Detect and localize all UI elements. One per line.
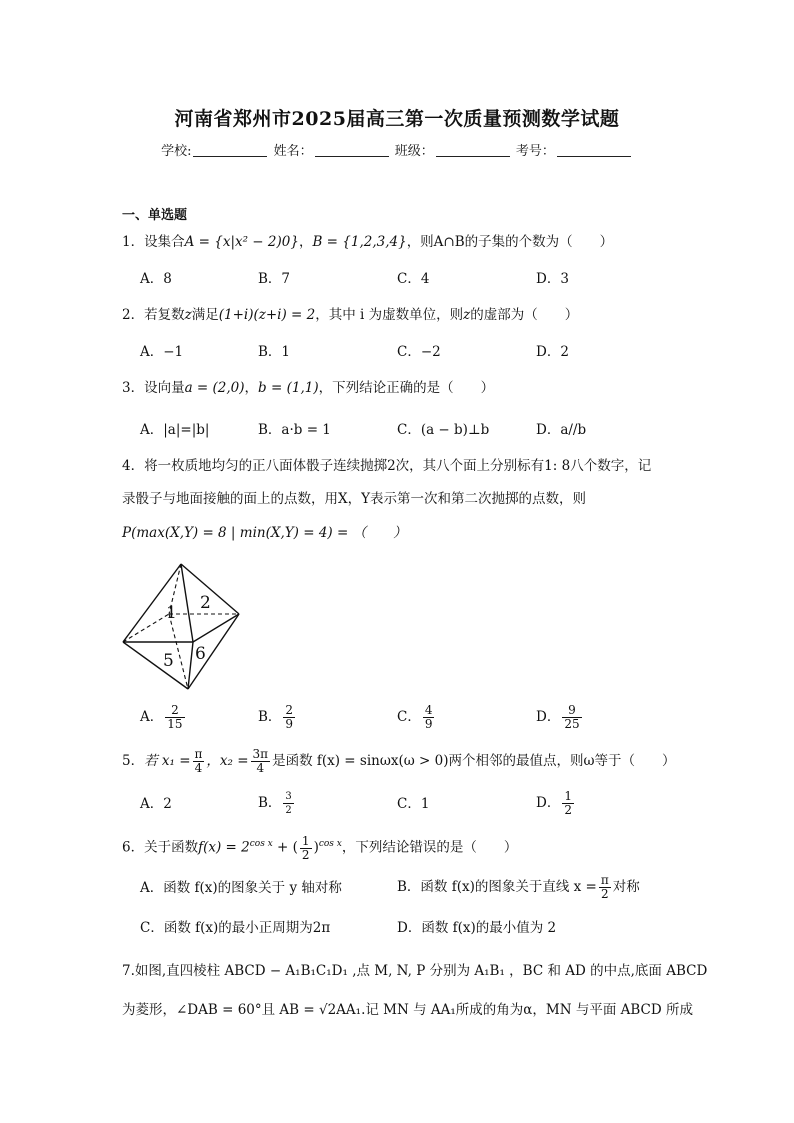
q4-option-d-letter: D． — [536, 709, 561, 725]
class-blank[interactable] — [436, 156, 510, 157]
q1-option-a[interactable]: A．8 — [140, 271, 172, 287]
q5-option-a[interactable]: A．2 — [140, 796, 172, 812]
q6-exp-2: cos x — [318, 839, 342, 849]
q6-text-b: ，下列结论错误的是（ ） — [341, 839, 518, 856]
q1-option-c[interactable]: C．4 — [397, 271, 430, 287]
question-7-line-1: 7.如图,直四棱柱 ABCD − A₁B₁C₁D₁ ,点 M, N, P 分别为 A₁B₁ ，BC 和 AD 的中点,底面 ABCD — [122, 963, 708, 979]
q5-option-c[interactable]: C．1 — [397, 796, 430, 812]
q4-option-b-den: 9 — [285, 717, 294, 731]
q1-option-b[interactable]: B．7 — [258, 271, 291, 287]
q5-option-d-letter: D． — [536, 795, 561, 811]
q4-option-a-letter: A． — [140, 709, 164, 725]
face-label-5: 5 — [163, 651, 174, 671]
q6-option-b-text-a: B．函数 f(x)的图象关于直线 x = — [397, 879, 597, 895]
q4-option-c-letter: C． — [397, 709, 421, 725]
q5-option-b-den: 2 — [285, 805, 292, 816]
q6-func-a: f(x) = 2 — [198, 839, 250, 856]
exam-number-blank[interactable] — [557, 156, 631, 157]
q5-option-d-den: 2 — [564, 803, 572, 817]
q4-option-b-letter: B． — [258, 709, 282, 725]
q5-number: 5． — [122, 753, 145, 769]
q3-sep: ， — [244, 380, 259, 396]
q4-option-b-num: 2 — [285, 703, 294, 717]
q2-text-b: 满足 — [191, 307, 219, 323]
q6-option-b-text-b: 对称 — [612, 879, 640, 895]
q4-option-c[interactable] — [397, 704, 436, 731]
q4-option-d-num: 9 — [562, 704, 581, 718]
q6-exp-1: cos x — [249, 839, 273, 849]
q2-option-a[interactable]: A．−1 — [140, 344, 184, 360]
q6-option-c[interactable]: C．函数 f(x)的最小正周期为2π — [140, 920, 331, 936]
q6-plus: + ( — [272, 839, 298, 856]
q2-text-c: ，其中 i 为虚数单位，则 — [315, 307, 464, 323]
q5-option-b[interactable] — [258, 790, 296, 817]
q2-option-c[interactable]: C．−2 — [397, 344, 441, 360]
q2-option-b[interactable]: B．1 — [258, 344, 291, 360]
q6-option-b-num: π — [600, 873, 609, 887]
q4-option-d-den: 25 — [564, 717, 580, 731]
q6-option-a[interactable]: A．函数 f(x)的图象关于 y 轴对称 — [140, 880, 342, 896]
q6-option-b[interactable] — [397, 874, 640, 901]
q4-option-a[interactable] — [140, 704, 187, 731]
question-5-stem — [122, 748, 676, 775]
question-7-line-2: 为菱形，∠DAB = 60°且 AB = √2AA₁.记 MN 与 AA₁所成的角为α，MN 与平面 ABCD 所成 — [122, 1002, 693, 1018]
question-4-line-2: 录骰子与地面接触的面上的点数，用X，Y表示第一次和第二次抛掷的点数，则 — [122, 491, 587, 507]
question-3-stem — [122, 378, 494, 398]
page-title: 河南省郑州市2025届高三第一次质量预测数学试题 — [174, 108, 620, 130]
q3-option-c[interactable]: C．(a − b)⊥b — [397, 422, 490, 438]
question-6-stem — [122, 834, 517, 862]
name-blank[interactable] — [315, 156, 389, 157]
q2-option-d[interactable]: D．2 — [536, 344, 569, 360]
q1-set-a: A = {x|x² − 2)0} — [184, 234, 299, 250]
q6-frac-num: 1 — [301, 833, 310, 848]
q5-option-d-num: 1 — [564, 789, 572, 803]
q1-sep: ， — [298, 234, 313, 250]
q1-text-a: 1．设集合 — [122, 234, 185, 250]
q4-option-a-den: 15 — [167, 717, 183, 731]
face-label-2: 2 — [200, 593, 211, 613]
name-label: 姓名： — [273, 144, 313, 159]
q5-x1-num: π — [194, 747, 203, 761]
q5-x1: 若 x₁ = — [144, 753, 191, 769]
q1-text-b: ，则A∩B的子集的个数为（ ） — [406, 234, 614, 250]
q2-text-a: 2．若复数 — [122, 307, 185, 323]
q2-z: z — [184, 307, 192, 323]
q5-x1-den: 4 — [194, 761, 203, 775]
class-label: 班级： — [394, 144, 434, 159]
q5-x2: ，x₂ = — [206, 753, 249, 769]
q6-option-d[interactable]: D．函数 f(x)的最小值为 2 — [397, 920, 557, 936]
question-2-stem — [122, 305, 578, 325]
face-label-6: 6 — [195, 644, 206, 664]
q6-text-a: 6．关于函数 — [122, 839, 199, 856]
school-blank[interactable] — [193, 156, 267, 157]
q6-option-b-den: 2 — [601, 887, 609, 901]
q3-vector-a: a = (2,0) — [184, 380, 245, 396]
face-label-1: 1 — [166, 603, 177, 623]
q4-option-c-num: 4 — [424, 703, 433, 717]
exam-number-label: 考号： — [515, 144, 555, 159]
q6-frac-den: 2 — [301, 847, 310, 862]
section-title: 一、单选题 — [122, 208, 188, 223]
q2-text-d: 的虚部为（ ） — [470, 307, 579, 323]
school-label: 学校: — [161, 144, 192, 159]
q4-option-a-num: 2 — [165, 704, 184, 718]
q5-x2-den: 4 — [256, 761, 265, 775]
question-1-stem — [122, 232, 613, 252]
q4-option-b[interactable] — [258, 704, 297, 731]
q1-set-b: B = {1,2,3,4} — [312, 234, 407, 250]
q3-option-d[interactable]: D．a//b — [536, 422, 587, 438]
q1-option-d[interactable]: D．3 — [536, 271, 569, 287]
q3-text-b: ，下列结论正确的是（ ） — [318, 380, 495, 396]
q5-option-b-letter: B． — [258, 795, 282, 811]
q5-x2-num: 3π — [252, 747, 269, 761]
q3-option-a[interactable]: A．|a|=|b| — [140, 422, 210, 438]
q5-text-rest: 是函数 f(x) = sinωx(ω > 0)两个相邻的最值点，则ω等于（ ） — [272, 753, 676, 769]
q2-equation: (1+i)(z+i) = 2 — [218, 307, 316, 323]
q3-text-a: 3．设向量 — [122, 380, 185, 396]
q3-vector-b: b = (1,1) — [258, 380, 319, 396]
q5-option-d[interactable] — [536, 790, 576, 817]
q4-option-d[interactable] — [536, 704, 584, 731]
student-info-line — [0, 140, 794, 159]
octahedron-figure — [116, 556, 246, 692]
q4-option-c-den: 9 — [424, 717, 433, 731]
question-4-line-1: 4．将一枚质地均匀的正八面体骰子连续抛掷2次，其八个面上分别标有1: 8八个数字，记 — [122, 458, 652, 474]
q6-close: ) — [313, 839, 319, 856]
q3-option-b[interactable]: B．a·b = 1 — [258, 422, 331, 438]
q2-z-2: z — [463, 307, 471, 323]
q5-option-b-num: 3 — [285, 791, 292, 802]
question-4-line-3: P(max(X,Y) = 8 | min(X,Y) = 4) = （ ） — [122, 525, 407, 541]
